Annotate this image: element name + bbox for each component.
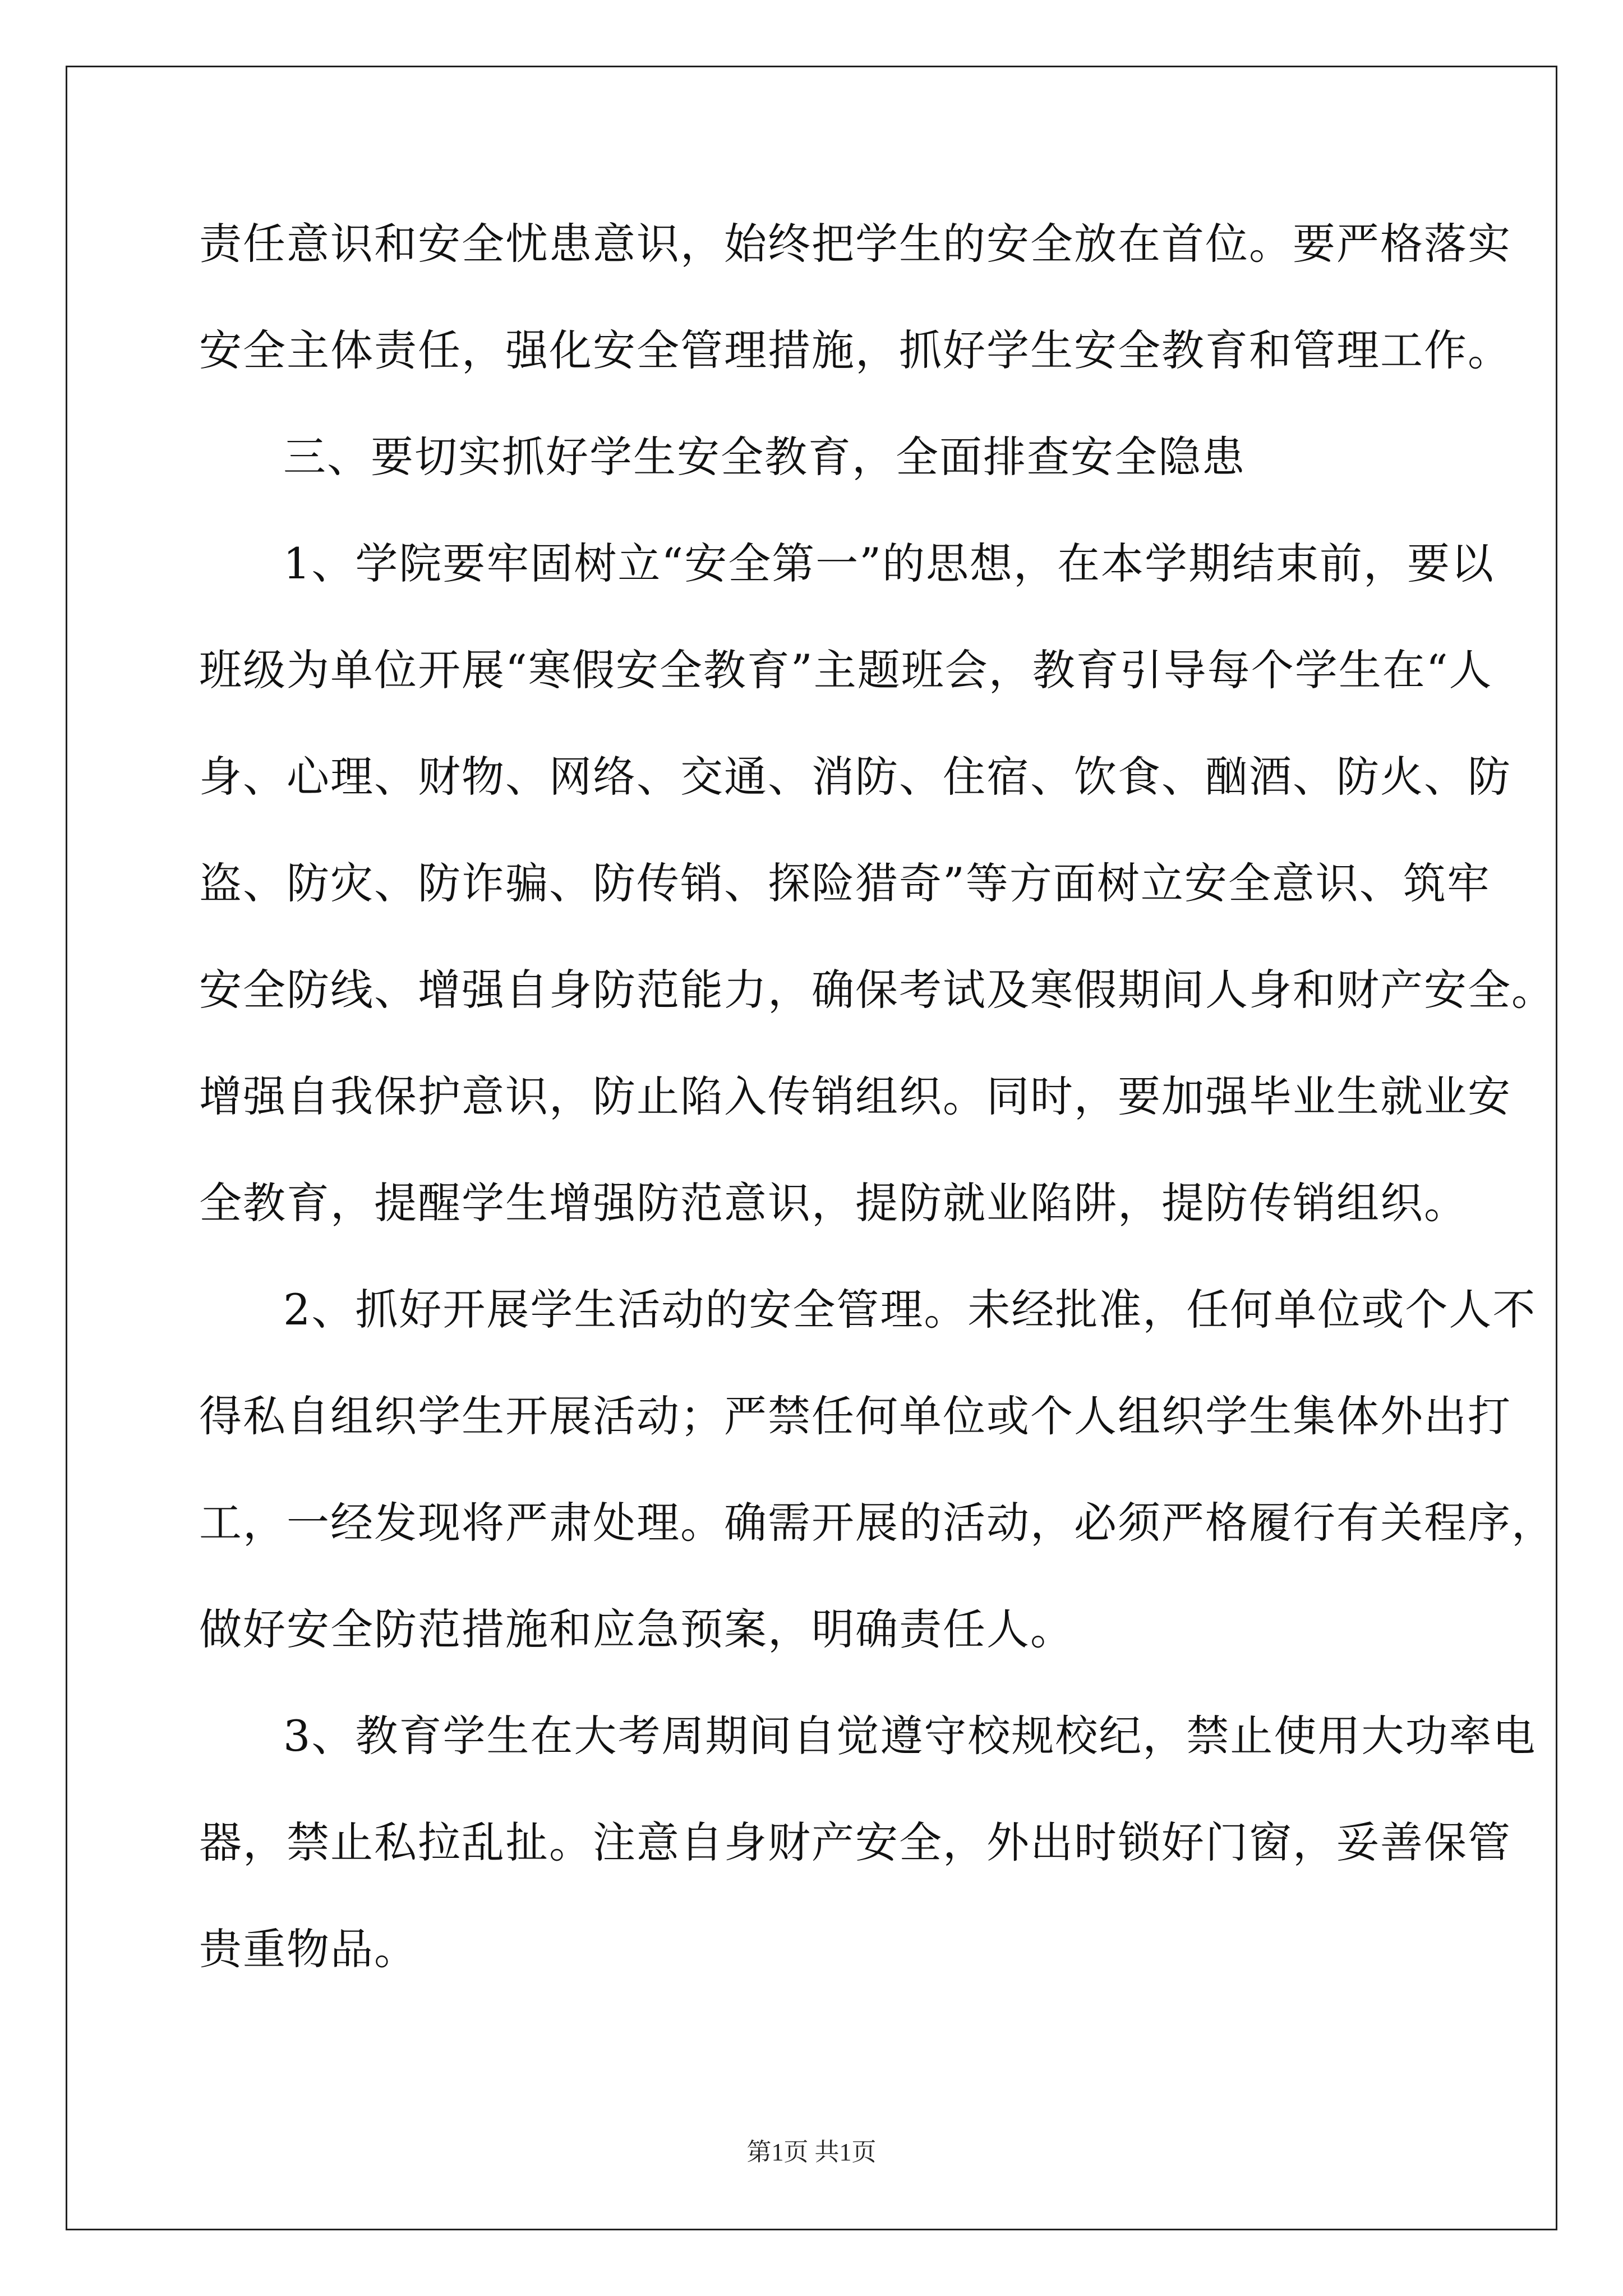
text-line: 班级为单位开展“寒假安全教育”主题班会，教育引导每个学生在“人 [199,645,1493,695]
text-line: 1、学院要牢固树立“安全第一”的思想，在本学期结束前，要以 [283,539,1495,588]
section-heading: 三、要切实抓好学生安全教育，全面排查安全隐患 [283,432,1246,482]
text-line: 3、教育学生在大考周期间自觉遵守校规校纪，禁止使用大功率电 [283,1711,1537,1761]
text-line: 增强自我保护意识，防止陷入传销组织。同时，要加强毕业生就业安 [199,1071,1511,1121]
text-line: 安全主体责任，强化安全管理措施，抓好学生安全教育和管理工作。 [199,325,1511,375]
text-line: 全教育，提醒学生增强防范意识，提防就业陷阱，提防传销组织。 [199,1178,1468,1228]
text-line: 贵重物品。 [199,1924,418,1974]
text-line: 盗、防灾、防诈骗、防传销、探险猎奇”等方面树立安全意识、筑牢 [199,858,1491,908]
text-line: 2、抓好开展学生活动的安全管理。未经批准，任何单位或个人不 [283,1285,1537,1335]
text-line: 安全防线、增强自身防范能力，确保考试及寒假期间人身和财产安全。 [199,965,1555,1015]
page-footer: 第1页 共1页 [746,2138,877,2166]
text-line: 责任意识和安全忧患意识，始终把学生的安全放在首位。要严格落实 [199,219,1511,269]
text-line: 器，禁止私拉乱扯。注意自身财产安全，外出时锁好门窗，妥善保管 [199,1818,1511,1867]
text-line: 身、心理、财物、网络、交通、消防、住宿、饮食、酗酒、防火、防 [199,752,1511,802]
text-line: 得私自组织学生开展活动；严禁任何单位或个人组织学生集体外出打 [199,1391,1511,1441]
document-body [199,191,1555,2003]
text-line: 做好安全防范措施和应急预案，明确责任人。 [199,1604,1074,1654]
text-line: 工，一经发现将严肃处理。确需开展的活动，必须严格履行有关程序， [199,1498,1555,1548]
